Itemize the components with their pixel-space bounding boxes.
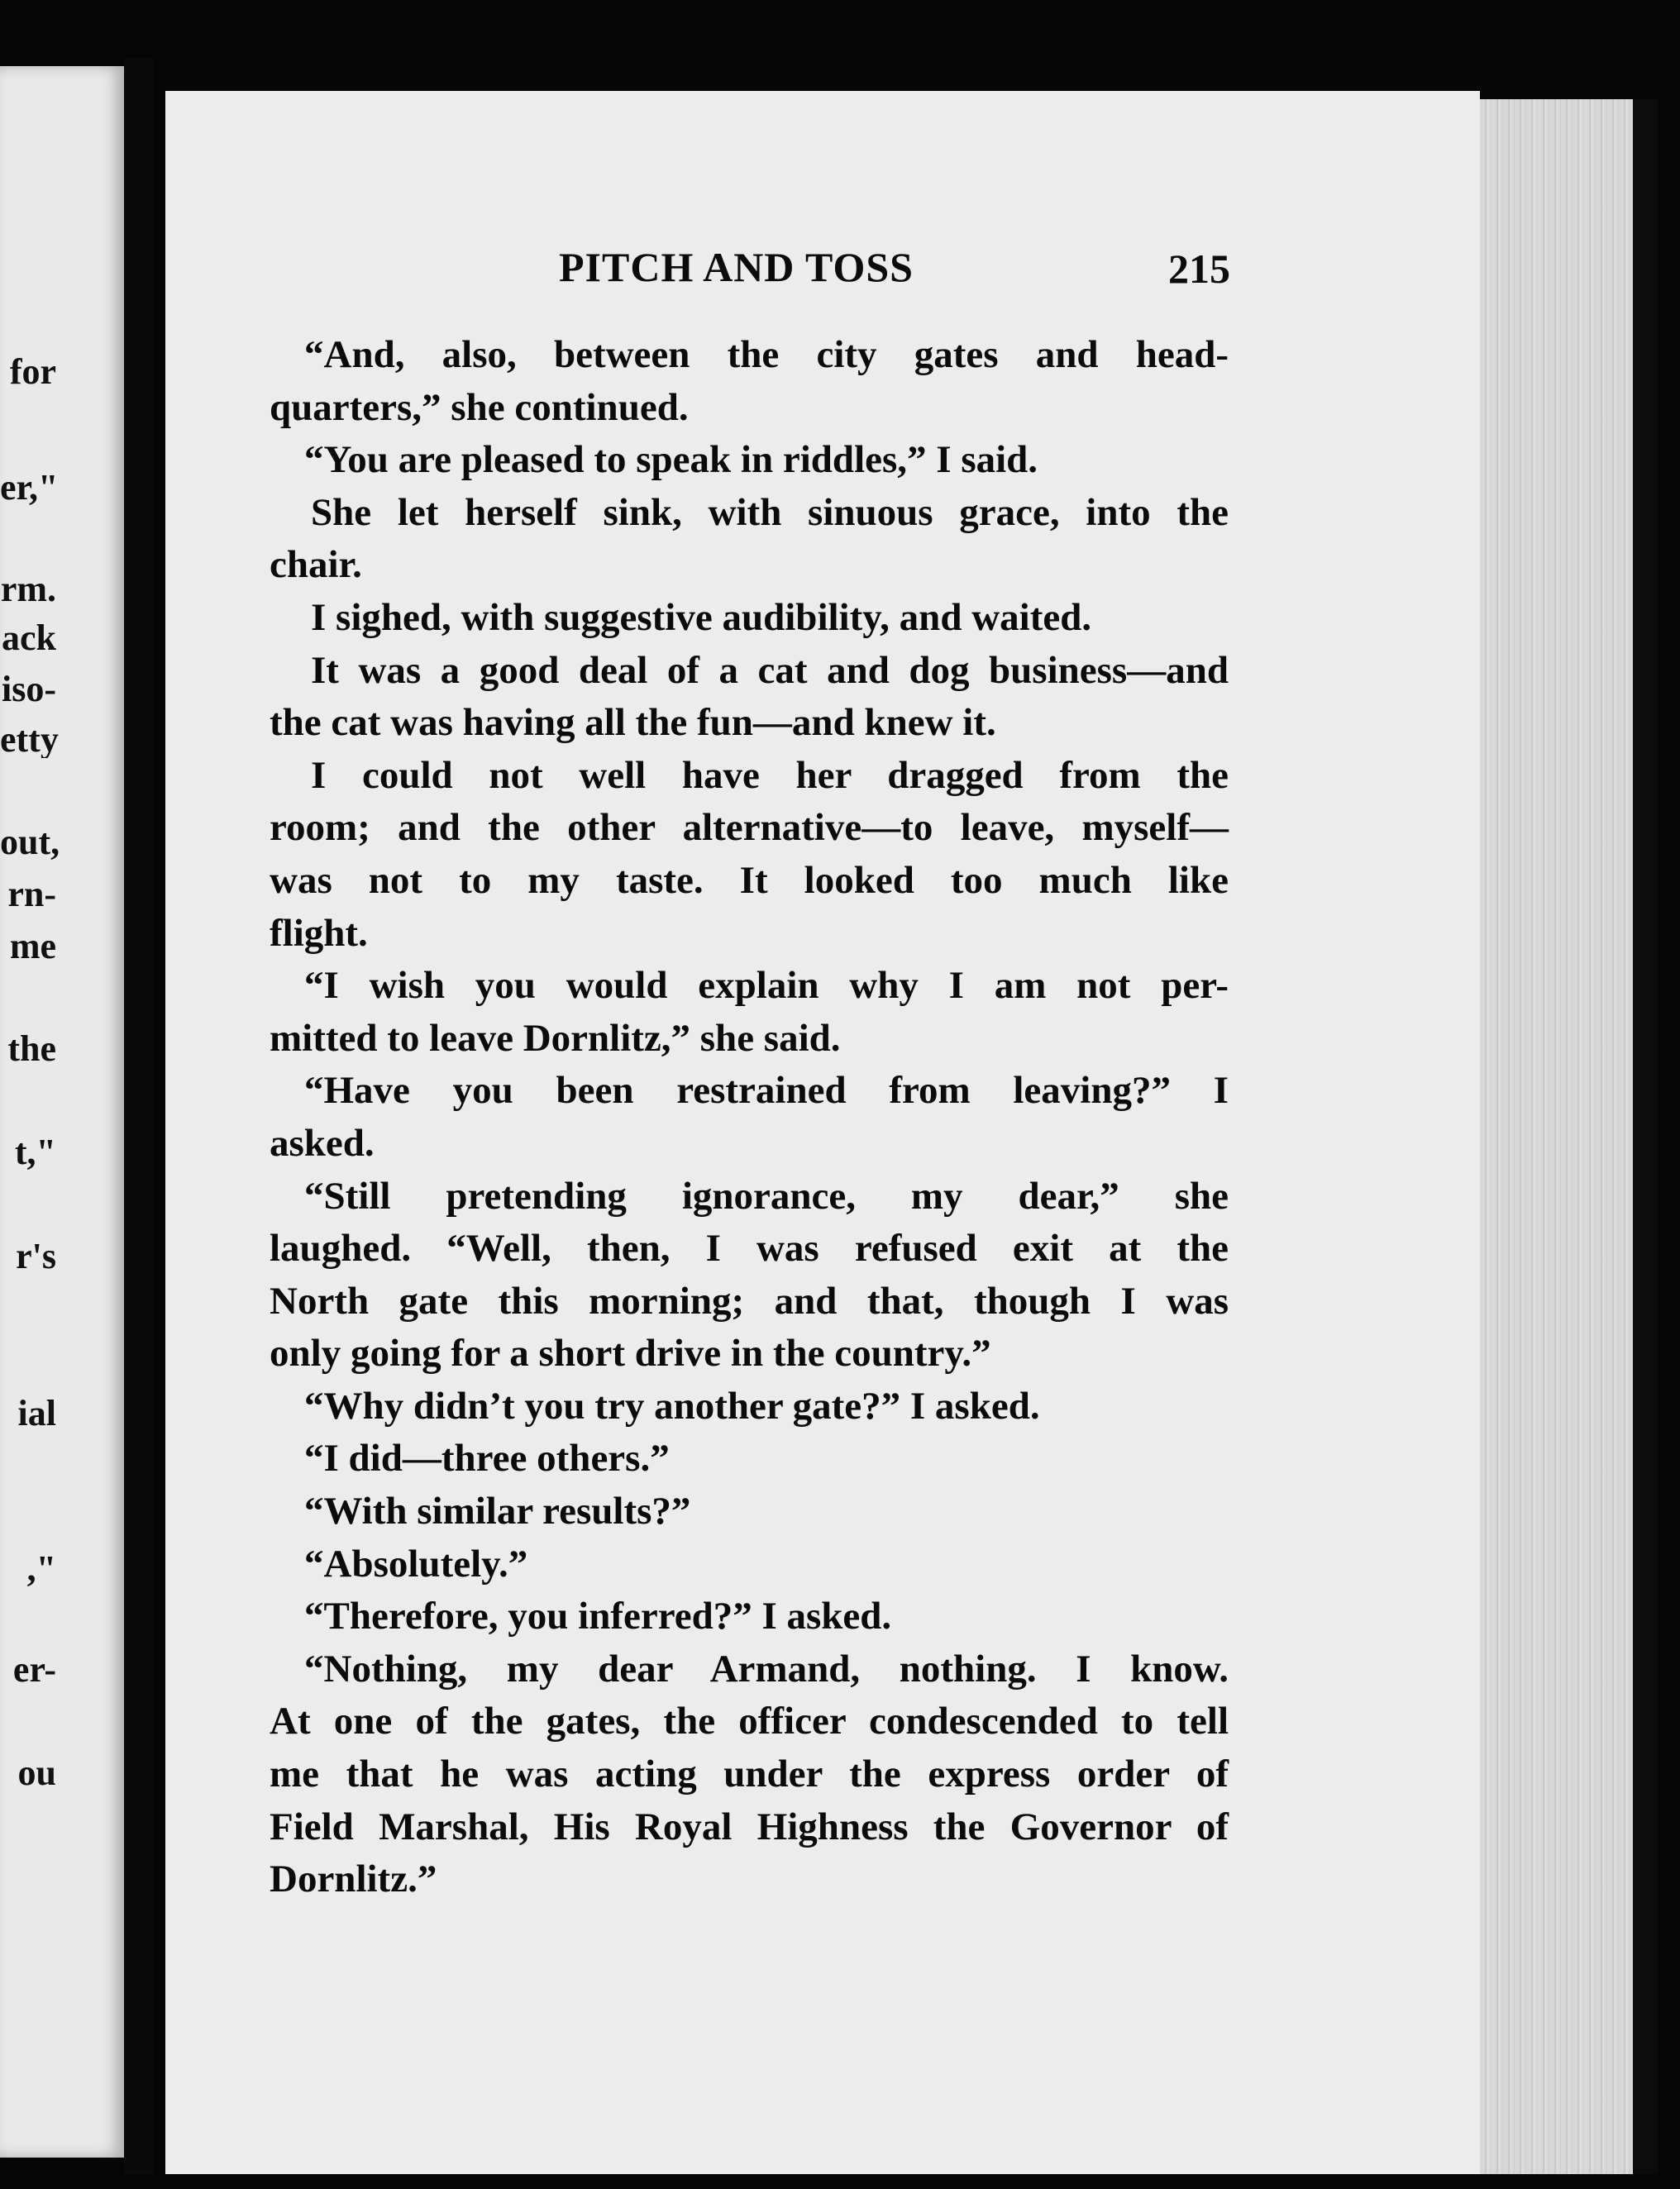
text-line: quarters,” she continued. xyxy=(270,385,689,429)
text-line: room; and the other alternative—to leave, myself— xyxy=(270,806,1229,850)
left-margin-text: er- xyxy=(12,1652,56,1688)
text-line: flight. xyxy=(270,911,368,955)
text-line: Field Marshal, His Royal Highness the Governor of xyxy=(270,1805,1229,1848)
left-margin-text: rm. xyxy=(0,571,56,608)
left-margin-text: ack xyxy=(2,620,56,656)
page-edges xyxy=(1480,99,1658,2174)
left-margin-text: t," xyxy=(14,1134,56,1171)
left-margin-text: me xyxy=(9,928,56,965)
left-margin-text: the xyxy=(7,1031,56,1067)
text-line: “Absolutely.” xyxy=(304,1542,528,1586)
page-body-text xyxy=(270,329,1229,1906)
text-line: the cat was having all the fun—and knew it. xyxy=(270,701,996,745)
text-line: asked. xyxy=(270,1121,375,1165)
text-line: “Therefore, you inferred?” I asked. xyxy=(304,1595,892,1638)
text-line: “With similar results?” xyxy=(304,1490,691,1533)
text-line: “You are pleased to speak in riddles,” I said. xyxy=(304,438,1038,482)
book-gutter xyxy=(124,58,154,2174)
text-line: “I wish you would explain why I am not per- xyxy=(304,964,1229,1008)
text-line: It was a good deal of a cat and dog business—and xyxy=(311,648,1229,692)
text-line: mitted to leave Dornlitz,” she said. xyxy=(270,1016,841,1060)
left-margin-text: out, xyxy=(0,824,60,861)
text-line: I could not well have her dragged from the xyxy=(311,753,1229,797)
text-line: North gate this morning; and that, though I was xyxy=(270,1279,1229,1323)
text-line: “Have you been restrained from leaving?” I xyxy=(304,1069,1229,1113)
page-number: 215 xyxy=(1168,246,1230,292)
text-line: “I did—three others.” xyxy=(304,1437,670,1481)
text-line: was not to my taste. It looked too much like xyxy=(270,858,1229,902)
left-margin-text: er," xyxy=(0,470,59,506)
left-margin-text: ," xyxy=(26,1551,56,1587)
left-margin-text: rn- xyxy=(7,876,56,913)
text-line: “Still pretending ignorance, my dear,” she xyxy=(304,1174,1229,1218)
text-line: At one of the gates, the officer condescended to tell xyxy=(270,1700,1229,1743)
running-head: PITCH AND TOSS xyxy=(559,244,914,290)
text-line: “And, also, between the city gates and head- xyxy=(304,333,1229,376)
left-margin-text: iso- xyxy=(2,671,56,708)
text-line: “Nothing, my dear Armand, nothing. I know. xyxy=(304,1647,1229,1691)
left-margin-text: for xyxy=(9,354,56,390)
left-page-fragment xyxy=(0,66,124,2158)
text-line: Dornlitz.” xyxy=(270,1858,437,1901)
text-line: me that he was acting under the express order of xyxy=(270,1753,1229,1796)
text-line: chair. xyxy=(270,543,362,587)
left-margin-text: ial xyxy=(17,1395,56,1432)
left-margin-text: ou xyxy=(17,1755,56,1791)
text-line: “Why didn’t you try another gate?” I asked. xyxy=(304,1384,1040,1428)
text-line: laughed. “Well, then, I was refused exit at the xyxy=(270,1227,1229,1271)
text-line: only going for a short drive in the country.” xyxy=(270,1332,991,1376)
text-line: She let herself sink, with sinuous grace, into the xyxy=(311,490,1229,534)
text-line: I sighed, with suggestive audibility, and waited. xyxy=(311,595,1092,639)
left-margin-text: r's xyxy=(16,1238,56,1275)
left-margin-text: etty xyxy=(0,722,59,758)
